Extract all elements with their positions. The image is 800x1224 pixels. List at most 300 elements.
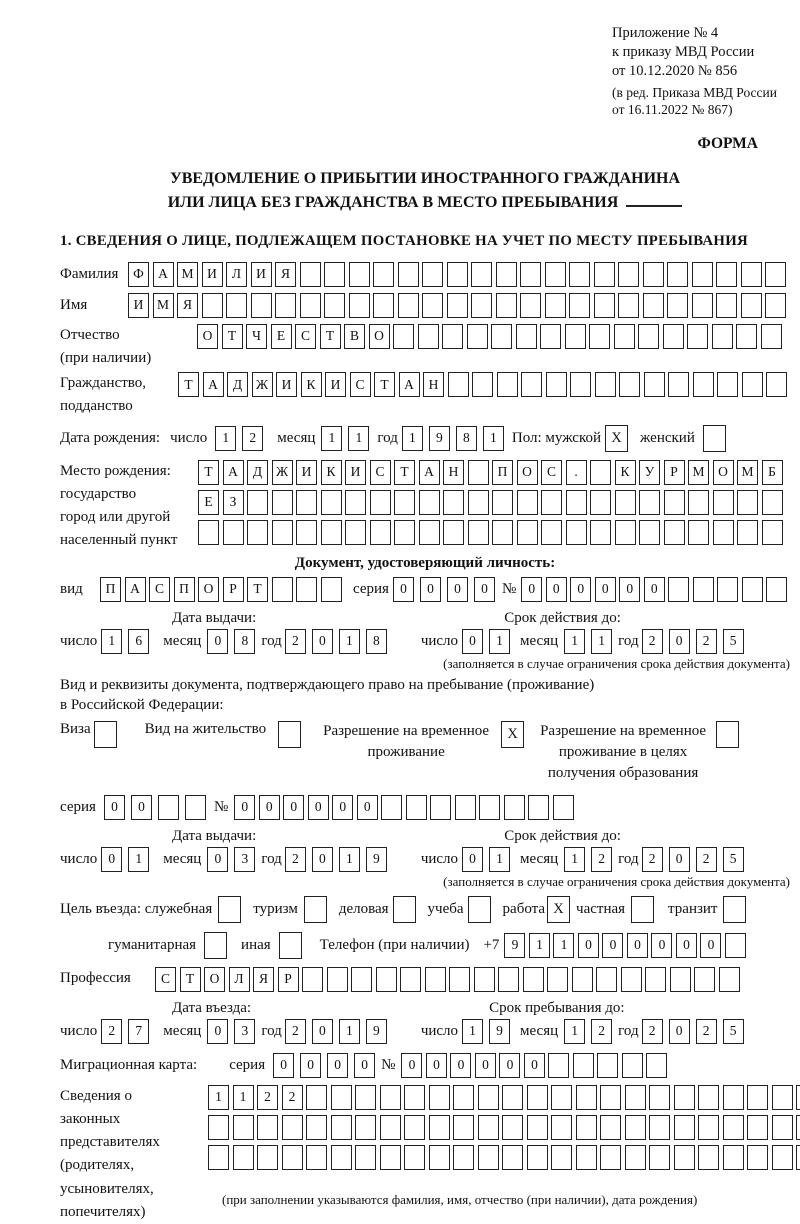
cell[interactable]: 1 xyxy=(489,629,510,654)
cell[interactable] xyxy=(345,490,366,515)
cell[interactable]: Ж xyxy=(252,372,273,397)
cell[interactable]: С xyxy=(155,967,176,992)
cell[interactable] xyxy=(545,293,566,318)
cell[interactable] xyxy=(615,520,636,545)
cell[interactable] xyxy=(546,372,567,397)
cell[interactable] xyxy=(719,967,740,992)
cell[interactable]: 7 xyxy=(128,1019,149,1044)
cell[interactable] xyxy=(247,520,268,545)
cell[interactable]: С xyxy=(350,372,371,397)
cell[interactable]: Т xyxy=(320,324,341,349)
cell[interactable]: Т xyxy=(374,372,395,397)
cell[interactable]: 0 xyxy=(546,577,567,602)
cell[interactable] xyxy=(663,324,684,349)
cell[interactable] xyxy=(625,1115,646,1140)
cell[interactable] xyxy=(247,490,268,515)
cell[interactable]: У xyxy=(639,460,660,485)
cell[interactable] xyxy=(208,1145,229,1170)
cell[interactable]: 1 xyxy=(529,933,550,958)
cell[interactable] xyxy=(282,1145,303,1170)
cell[interactable]: 0 xyxy=(669,1019,690,1044)
cell[interactable]: 0 xyxy=(300,1053,321,1078)
cell[interactable]: 1 xyxy=(339,847,360,872)
cell[interactable]: Е xyxy=(271,324,292,349)
cell[interactable] xyxy=(223,520,244,545)
cell[interactable]: 0 xyxy=(420,577,441,602)
cell[interactable]: 2 xyxy=(242,426,263,451)
cell[interactable] xyxy=(282,1115,303,1140)
cell[interactable]: О xyxy=(204,967,225,992)
cell[interactable] xyxy=(429,1085,450,1110)
cell[interactable] xyxy=(595,372,616,397)
cell[interactable]: 1 xyxy=(339,1019,360,1044)
cell[interactable] xyxy=(566,520,587,545)
cell[interactable] xyxy=(257,1115,278,1140)
cell[interactable]: 2 xyxy=(101,1019,122,1044)
cell[interactable]: 0 xyxy=(234,795,255,820)
cell[interactable] xyxy=(741,262,762,287)
cell[interactable]: 0 xyxy=(207,847,228,872)
cell[interactable] xyxy=(394,520,415,545)
cell[interactable] xyxy=(600,1145,621,1170)
cell[interactable] xyxy=(747,1145,768,1170)
cell[interactable] xyxy=(527,1115,548,1140)
cell[interactable] xyxy=(345,520,366,545)
cell[interactable]: Т xyxy=(222,324,243,349)
cell[interactable] xyxy=(698,1115,719,1140)
sex-female-checkbox[interactable] xyxy=(703,425,726,452)
cell[interactable] xyxy=(455,795,476,820)
cell[interactable] xyxy=(644,372,665,397)
cell[interactable] xyxy=(370,520,391,545)
cell[interactable]: 2 xyxy=(591,1019,612,1044)
cell[interactable] xyxy=(765,262,786,287)
purpose-work-checkbox[interactable]: X xyxy=(547,896,570,923)
cell[interactable] xyxy=(646,1053,667,1078)
cell[interactable] xyxy=(649,1115,670,1140)
cell[interactable]: 9 xyxy=(489,1019,510,1044)
cell[interactable] xyxy=(296,577,317,602)
cell[interactable] xyxy=(668,577,689,602)
cell[interactable] xyxy=(467,324,488,349)
cell[interactable] xyxy=(471,293,492,318)
cell[interactable] xyxy=(573,1053,594,1078)
cell[interactable]: Р xyxy=(664,460,685,485)
cell[interactable] xyxy=(272,520,293,545)
cell[interactable] xyxy=(674,1085,695,1110)
cell[interactable]: Ж xyxy=(272,460,293,485)
cell[interactable] xyxy=(233,1145,254,1170)
cell[interactable]: 1 xyxy=(564,847,585,872)
cell[interactable] xyxy=(762,520,783,545)
cell[interactable] xyxy=(625,1085,646,1110)
cell[interactable]: И xyxy=(276,372,297,397)
temp-residence-checkbox[interactable]: X xyxy=(501,721,524,748)
cell[interactable] xyxy=(693,577,714,602)
cell[interactable] xyxy=(565,324,586,349)
cell[interactable] xyxy=(404,1085,425,1110)
cell[interactable]: 0 xyxy=(283,795,304,820)
cell[interactable] xyxy=(796,1115,800,1140)
cell[interactable]: 0 xyxy=(101,847,122,872)
cell[interactable] xyxy=(429,1145,450,1170)
cell[interactable]: А xyxy=(223,460,244,485)
cell[interactable] xyxy=(625,1145,646,1170)
cell[interactable]: 2 xyxy=(696,847,717,872)
cell[interactable] xyxy=(723,1115,744,1140)
cell[interactable]: 0 xyxy=(447,577,468,602)
cell[interactable] xyxy=(548,1053,569,1078)
cell[interactable] xyxy=(723,1145,744,1170)
cell[interactable] xyxy=(453,1085,474,1110)
cell[interactable]: И xyxy=(202,262,223,287)
cell[interactable] xyxy=(158,795,179,820)
cell[interactable] xyxy=(667,293,688,318)
cell[interactable]: И xyxy=(325,372,346,397)
cell[interactable] xyxy=(737,490,758,515)
cell[interactable]: Ч xyxy=(246,324,267,349)
cell[interactable] xyxy=(523,967,544,992)
cell[interactable]: 2 xyxy=(285,1019,306,1044)
cell[interactable] xyxy=(373,293,394,318)
cell[interactable]: 0 xyxy=(462,629,483,654)
cell[interactable]: Д xyxy=(247,460,268,485)
cell[interactable]: 0 xyxy=(700,933,721,958)
cell[interactable]: З xyxy=(223,490,244,515)
cell[interactable] xyxy=(324,293,345,318)
cell[interactable]: К xyxy=(615,460,636,485)
cell[interactable]: 0 xyxy=(312,629,333,654)
cell[interactable] xyxy=(645,967,666,992)
cell[interactable] xyxy=(545,262,566,287)
cell[interactable]: Т xyxy=(247,577,268,602)
cell[interactable]: 1 xyxy=(591,629,612,654)
cell[interactable] xyxy=(667,262,688,287)
cell[interactable]: 2 xyxy=(282,1085,303,1110)
cell[interactable] xyxy=(306,1145,327,1170)
cell[interactable] xyxy=(520,262,541,287)
cell[interactable]: Т xyxy=(178,372,199,397)
cell[interactable] xyxy=(321,490,342,515)
cell[interactable] xyxy=(528,795,549,820)
temp-residence-edu-checkbox[interactable] xyxy=(716,721,739,748)
cell[interactable]: 1 xyxy=(128,847,149,872)
cell[interactable] xyxy=(430,795,451,820)
cell[interactable] xyxy=(737,520,758,545)
cell[interactable] xyxy=(600,1115,621,1140)
cell[interactable]: Л xyxy=(226,262,247,287)
cell[interactable]: 0 xyxy=(521,577,542,602)
cell[interactable] xyxy=(492,520,513,545)
cell[interactable]: 0 xyxy=(474,577,495,602)
cell[interactable] xyxy=(643,262,664,287)
cell[interactable]: 3 xyxy=(234,847,255,872)
cell[interactable] xyxy=(497,372,518,397)
purpose-private-checkbox[interactable] xyxy=(631,896,654,923)
cell[interactable]: М xyxy=(688,460,709,485)
cell[interactable] xyxy=(404,1115,425,1140)
cell[interactable] xyxy=(761,324,782,349)
cell[interactable] xyxy=(226,293,247,318)
cell[interactable] xyxy=(614,324,635,349)
cell[interactable] xyxy=(541,490,562,515)
cell[interactable] xyxy=(478,1085,499,1110)
cell[interactable] xyxy=(687,324,708,349)
cell[interactable]: 1 xyxy=(348,426,369,451)
cell[interactable]: К xyxy=(301,372,322,397)
cell[interactable] xyxy=(741,293,762,318)
purpose-official-checkbox[interactable] xyxy=(218,896,241,923)
cell[interactable] xyxy=(618,293,639,318)
cell[interactable]: 0 xyxy=(619,577,640,602)
cell[interactable]: 1 xyxy=(462,1019,483,1044)
cell[interactable] xyxy=(527,1145,548,1170)
cell[interactable] xyxy=(257,1145,278,1170)
cell[interactable]: 0 xyxy=(578,933,599,958)
cell[interactable] xyxy=(576,1115,597,1140)
cell[interactable] xyxy=(615,490,636,515)
cell[interactable]: 5 xyxy=(723,847,744,872)
cell[interactable]: 0 xyxy=(669,847,690,872)
cell[interactable] xyxy=(418,324,439,349)
cell[interactable]: 1 xyxy=(339,629,360,654)
cell[interactable] xyxy=(300,293,321,318)
cell[interactable]: 0 xyxy=(644,577,665,602)
cell[interactable]: 9 xyxy=(366,1019,387,1044)
cell[interactable]: 0 xyxy=(401,1053,422,1078)
cell[interactable]: Я xyxy=(177,293,198,318)
cell[interactable]: 2 xyxy=(285,629,306,654)
cell[interactable]: В xyxy=(344,324,365,349)
cell[interactable]: Я xyxy=(253,967,274,992)
cell[interactable]: И xyxy=(345,460,366,485)
cell[interactable] xyxy=(516,324,537,349)
cell[interactable] xyxy=(478,1115,499,1140)
cell[interactable]: Т xyxy=(394,460,415,485)
cell[interactable] xyxy=(349,293,370,318)
cell[interactable] xyxy=(300,262,321,287)
cell[interactable] xyxy=(394,490,415,515)
cell[interactable]: 0 xyxy=(570,577,591,602)
purpose-study-checkbox[interactable] xyxy=(468,896,491,923)
cell[interactable]: 2 xyxy=(257,1085,278,1110)
cell[interactable] xyxy=(597,1053,618,1078)
cell[interactable]: С xyxy=(295,324,316,349)
cell[interactable] xyxy=(468,460,489,485)
cell[interactable] xyxy=(321,520,342,545)
cell[interactable] xyxy=(517,490,538,515)
cell[interactable] xyxy=(670,967,691,992)
cell[interactable] xyxy=(404,1145,425,1170)
cell[interactable] xyxy=(474,967,495,992)
cell[interactable]: 0 xyxy=(259,795,280,820)
cell[interactable] xyxy=(447,262,468,287)
cell[interactable]: 0 xyxy=(332,795,353,820)
cell[interactable] xyxy=(471,262,492,287)
cell[interactable] xyxy=(639,490,660,515)
cell[interactable] xyxy=(742,577,763,602)
cell[interactable] xyxy=(594,293,615,318)
cell[interactable]: А xyxy=(203,372,224,397)
cell[interactable]: 2 xyxy=(696,629,717,654)
cell[interactable]: 5 xyxy=(723,1019,744,1044)
cell[interactable] xyxy=(443,520,464,545)
cell[interactable] xyxy=(400,967,421,992)
cell[interactable] xyxy=(572,967,593,992)
cell[interactable]: О xyxy=(197,324,218,349)
cell[interactable]: 5 xyxy=(723,629,744,654)
cell[interactable]: 1 xyxy=(215,426,236,451)
cell[interactable]: 0 xyxy=(524,1053,545,1078)
cell[interactable]: П xyxy=(174,577,195,602)
cell[interactable] xyxy=(638,324,659,349)
cell[interactable] xyxy=(520,293,541,318)
cell[interactable]: 2 xyxy=(285,847,306,872)
cell[interactable] xyxy=(717,577,738,602)
cell[interactable] xyxy=(233,1115,254,1140)
cell[interactable]: 0 xyxy=(354,1053,375,1078)
cell[interactable] xyxy=(272,577,293,602)
cell[interactable] xyxy=(491,324,512,349)
cell[interactable] xyxy=(698,1145,719,1170)
cell[interactable]: О xyxy=(198,577,219,602)
cell[interactable]: 2 xyxy=(696,1019,717,1044)
cell[interactable] xyxy=(398,262,419,287)
cell[interactable] xyxy=(540,324,561,349)
cell[interactable] xyxy=(747,1085,768,1110)
cell[interactable] xyxy=(649,1085,670,1110)
cell[interactable]: Л xyxy=(229,967,250,992)
cell[interactable] xyxy=(453,1115,474,1140)
cell[interactable] xyxy=(478,1145,499,1170)
cell[interactable] xyxy=(668,372,689,397)
cell[interactable]: А xyxy=(125,577,146,602)
cell[interactable]: 0 xyxy=(357,795,378,820)
cell[interactable]: 6 xyxy=(128,629,149,654)
cell[interactable] xyxy=(766,577,787,602)
cell[interactable]: 1 xyxy=(564,1019,585,1044)
cell[interactable] xyxy=(551,1115,572,1140)
cell[interactable] xyxy=(717,372,738,397)
cell[interactable] xyxy=(551,1145,572,1170)
cell[interactable] xyxy=(576,1145,597,1170)
cell[interactable] xyxy=(380,1115,401,1140)
cell[interactable]: 2 xyxy=(642,847,663,872)
purpose-transit-checkbox[interactable] xyxy=(723,896,746,923)
cell[interactable] xyxy=(649,1145,670,1170)
cell[interactable]: 9 xyxy=(504,933,525,958)
cell[interactable] xyxy=(275,293,296,318)
cell[interactable]: С xyxy=(541,460,562,485)
cell[interactable] xyxy=(502,1145,523,1170)
cell[interactable] xyxy=(766,372,787,397)
cell[interactable] xyxy=(302,967,323,992)
cell[interactable]: 0 xyxy=(651,933,672,958)
cell[interactable] xyxy=(618,262,639,287)
cell[interactable] xyxy=(406,795,427,820)
cell[interactable] xyxy=(504,795,525,820)
cell[interactable] xyxy=(355,1145,376,1170)
cell[interactable]: Р xyxy=(278,967,299,992)
cell[interactable]: 0 xyxy=(426,1053,447,1078)
cell[interactable] xyxy=(521,372,542,397)
cell[interactable]: . xyxy=(566,460,587,485)
cell[interactable]: М xyxy=(153,293,174,318)
cell[interactable] xyxy=(479,795,500,820)
cell[interactable]: Е xyxy=(198,490,219,515)
cell[interactable]: 1 xyxy=(402,426,423,451)
cell[interactable] xyxy=(725,933,746,958)
cell[interactable] xyxy=(762,490,783,515)
cell[interactable]: 0 xyxy=(308,795,329,820)
cell[interactable] xyxy=(674,1145,695,1170)
cell[interactable]: Я xyxy=(275,262,296,287)
cell[interactable] xyxy=(594,262,615,287)
cell[interactable]: Д xyxy=(227,372,248,397)
cell[interactable] xyxy=(373,262,394,287)
cell[interactable] xyxy=(370,490,391,515)
cell[interactable]: А xyxy=(419,460,440,485)
cell[interactable] xyxy=(296,490,317,515)
cell[interactable] xyxy=(429,1115,450,1140)
cell[interactable] xyxy=(589,324,610,349)
cell[interactable]: 0 xyxy=(393,577,414,602)
cell[interactable]: Н xyxy=(443,460,464,485)
cell[interactable]: 0 xyxy=(627,933,648,958)
cell[interactable]: 2 xyxy=(642,629,663,654)
cell[interactable] xyxy=(772,1085,793,1110)
cell[interactable] xyxy=(472,372,493,397)
cell[interactable]: 1 xyxy=(233,1085,254,1110)
cell[interactable] xyxy=(381,795,402,820)
cell[interactable] xyxy=(772,1145,793,1170)
cell[interactable] xyxy=(693,372,714,397)
cell[interactable] xyxy=(306,1115,327,1140)
cell[interactable] xyxy=(590,460,611,485)
cell[interactable] xyxy=(496,262,517,287)
cell[interactable]: Т xyxy=(180,967,201,992)
cell[interactable] xyxy=(688,520,709,545)
cell[interactable]: 0 xyxy=(669,629,690,654)
cell[interactable]: 8 xyxy=(366,629,387,654)
cell[interactable] xyxy=(796,1145,800,1170)
cell[interactable]: 2 xyxy=(591,847,612,872)
cell[interactable] xyxy=(355,1085,376,1110)
cell[interactable] xyxy=(674,1115,695,1140)
cell[interactable]: 9 xyxy=(366,847,387,872)
cell[interactable]: М xyxy=(177,262,198,287)
cell[interactable] xyxy=(331,1115,352,1140)
cell[interactable] xyxy=(327,967,348,992)
cell[interactable] xyxy=(442,324,463,349)
cell[interactable] xyxy=(376,967,397,992)
cell[interactable]: 1 xyxy=(564,629,585,654)
cell[interactable]: 2 xyxy=(642,1019,663,1044)
cell[interactable] xyxy=(453,1145,474,1170)
cell[interactable] xyxy=(393,324,414,349)
cell[interactable]: 0 xyxy=(273,1053,294,1078)
cell[interactable]: 0 xyxy=(499,1053,520,1078)
cell[interactable]: 0 xyxy=(312,847,333,872)
cell[interactable]: 0 xyxy=(327,1053,348,1078)
cell[interactable] xyxy=(331,1085,352,1110)
cell[interactable] xyxy=(664,490,685,515)
purpose-other-checkbox[interactable] xyxy=(279,932,302,959)
cell[interactable] xyxy=(600,1085,621,1110)
cell[interactable] xyxy=(712,324,733,349)
cell[interactable] xyxy=(272,490,293,515)
cell[interactable] xyxy=(468,490,489,515)
